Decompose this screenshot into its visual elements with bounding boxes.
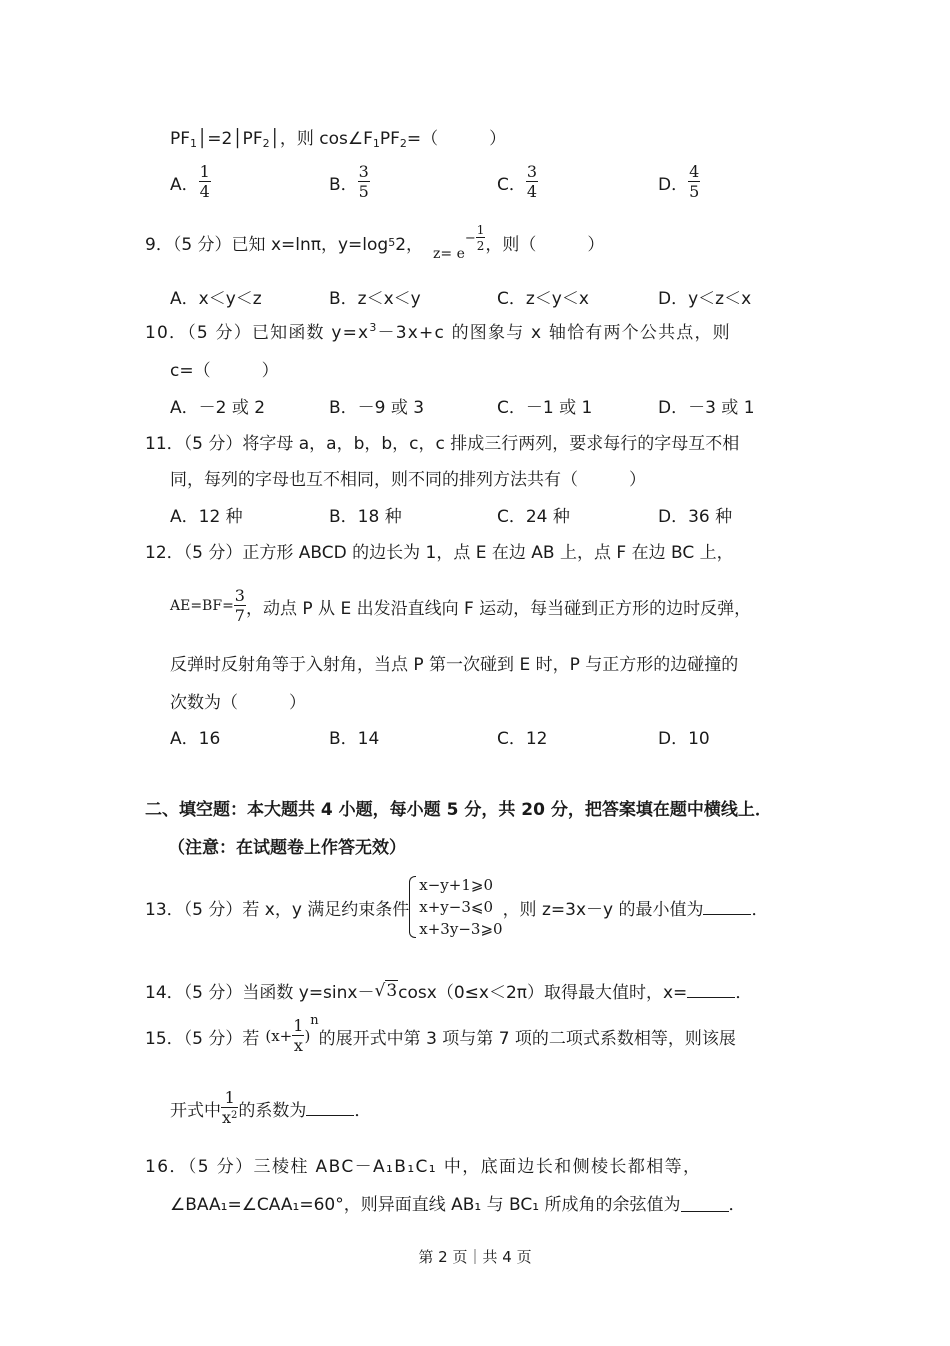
q10-option-b[interactable]: B．－9 或 3 xyxy=(329,398,425,418)
q13-answer-blank[interactable] xyxy=(703,900,751,915)
q12-option-b[interactable]: B．14 xyxy=(329,729,380,749)
q10-option-d[interactable]: D．－3 或 1 xyxy=(658,398,755,418)
page-footer: 第 2 页｜共 4 页 xyxy=(418,1248,532,1266)
q12-option-d[interactable]: D．10 xyxy=(658,729,710,749)
q9-option-c[interactable]: C．z＜y＜x xyxy=(497,289,589,309)
q12-stem: 12．（5 分）正方形 ABCD 的边长为 1，点 E 在边 AB 上，点 F 在边 BC 上， xyxy=(145,543,734,563)
q10-stem: 10．（5 分）已知函数 $y=x^3-3x+c$ 的图象与 x 轴恰有两个公共点，则 xyxy=(145,321,731,343)
q8-option-d[interactable]: D． $\frac{4}{5}$ xyxy=(658,162,700,201)
q11-option-c[interactable]: C．24 种 xyxy=(497,507,570,527)
q11-option-a[interactable]: A．12 种 xyxy=(170,507,243,527)
q14-answer-blank[interactable] xyxy=(687,983,735,998)
q16-stem: 16．（5 分）三棱柱 ABC－A₁B₁C₁ 中，底面边长和侧棱长都相等， xyxy=(145,1157,702,1177)
q11-option-b[interactable]: B．18 种 xyxy=(329,507,402,527)
q15-answer-blank[interactable] xyxy=(306,1101,354,1116)
q9-stem: 9．（5 分）已知 x=lnπ，y=log 5 2， z= e − $\frac{1}{2}$ ，则（ ） xyxy=(145,223,605,262)
q13-constraint-system: x−y+1⩾0 x+y−3⩽0 x+3y−3⩾0 xyxy=(409,874,502,940)
section-2-title: 二、填空题：本大题共 4 小题，每小题 5 分，共 20 分，把答案填在题中横线上． xyxy=(145,800,772,820)
q12-option-c[interactable]: C．12 xyxy=(497,729,548,749)
q9-option-a[interactable]: A．x＜y＜z xyxy=(170,289,262,309)
q10-stem-line2: c=（ ） xyxy=(170,361,279,381)
sqrt-symbol: √3 xyxy=(374,980,398,1001)
q8-option-a[interactable]: A． $\frac{1}{4}$ xyxy=(170,162,210,201)
q11-option-d[interactable]: D．36 种 xyxy=(658,507,733,527)
q8-option-c[interactable]: C． $\frac{3}{4}$ xyxy=(497,162,538,201)
q10-option-c[interactable]: C．－1 或 1 xyxy=(497,398,593,418)
q12-stem-line3: 反弹时反射角等于入射角，当点 P 第一次碰到 E 时，P 与正方形的边碰撞的 xyxy=(170,655,739,675)
q8-option-b[interactable]: B． $\frac{3}{5}$ xyxy=(329,162,369,201)
q12-stem-line2: AE=BF= $\frac{3}{7}$ ，动点 P 从 E 出发沿直线向 F 运动，每当碰到正方形的边时反弹， xyxy=(170,586,752,625)
q16-answer-blank[interactable] xyxy=(681,1197,729,1212)
q11-stem-line2: 同，每列的字母也互不相同，则不同的排列方法共有（ ） xyxy=(170,470,646,490)
q9-option-b[interactable]: B．z＜x＜y xyxy=(329,289,421,309)
q16-stem-line2: ∠BAA₁=∠CAA₁=60°，则异面直线 AB₁ 与 BC₁ 所成角的余弦值为 ． xyxy=(170,1195,746,1215)
q15-stem-line2: 开式中 $\frac{1}{x^2}$ 的系数为 ． xyxy=(170,1088,372,1127)
q12-option-a[interactable]: A．16 xyxy=(170,729,221,749)
q9-option-d[interactable]: D．y＜z＜x xyxy=(658,289,752,309)
section-2-note: （注意：在试题卷上作答无效） xyxy=(168,838,406,858)
q8-stem-tail: $PF_1│=2│PF_2│$，则 $\cos\angle F_1PF_2=$（ ） xyxy=(170,129,507,150)
q12-stem-line4: 次数为（ ） xyxy=(170,693,306,713)
q14-stem: 14．（5 分）当函数 y=sinx－ √3 cosx（0≤x＜2π）取得最大值时，x= ． xyxy=(145,980,753,1003)
q10-option-a[interactable]: A．－2 或 2 xyxy=(170,398,266,418)
q15-stem: 15．（5 分）若 (x+ $\frac{1}{x}$ ) n 的展开式中第 3 项与第 7 项的二项式系数相等，则该展 xyxy=(145,1012,736,1055)
q11-stem: 11．（5 分）将字母 a，a，b，b，c，c 排成三行两列，要求每行的字母互不相 xyxy=(145,434,740,454)
q13-stem: 13．（5 分）若 x，y 满足约束条件 x−y+1⩾0 x+y−3⩽0 x+3y−3⩾0 ，则 z=3x－y 的最小值为 ． xyxy=(145,876,769,938)
